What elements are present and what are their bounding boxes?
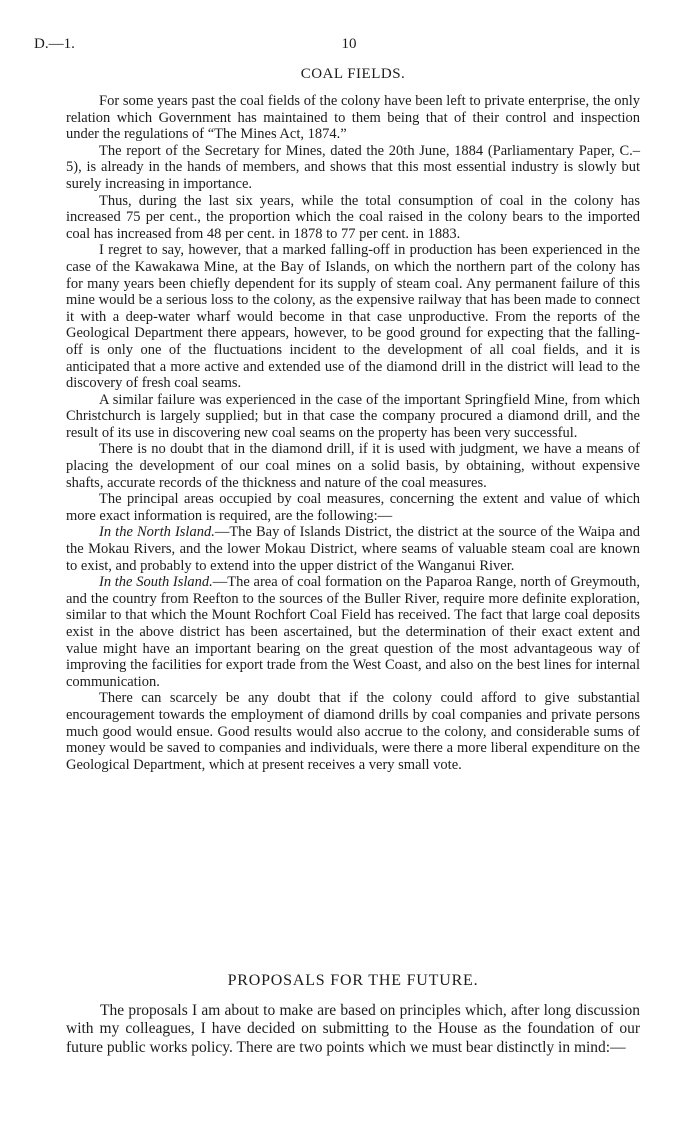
paragraph: The principal areas occupied by coal measures, concerning the extent and value of which more exact information is required, are the following:— <box>66 491 640 524</box>
paragraph: Thus, during the last six years, while the total consumption of coal in the colony has increased 75 per cent., the proportion which the coal raised in the colony bears to the imported coal has increased from 48 per cent. in 1878 to 77 per cent. in 1883. <box>66 192 640 242</box>
paragraph-north-island <box>66 524 640 574</box>
paragraph: I regret to say, however, that a marked falling-off in production has been experienced in the case of the Kawakawa Mine, at the Bay of Islands, on which the northern part of the colony has for many years been chiefly dependent for its supply of steam coal. Any permanent failure of this mine would be a serious loss to the colony, as the expensive railway that has been made to connect it with a deep-water wharf would become in that case unproductive. From the reports of the Geological Department there appears, however, to be good ground for expecting that the falling-off is only one of the fluctuations incident to the development of all coal fields, and it is anticipated that a more active and extended use of the diamond drill in the district will lead to the discovery of fresh coal seams. <box>66 242 640 392</box>
paragraph: For some years past the coal fields of the colony have been left to private enterprise, the only relation which Government has maintained to them being that of their control and inspection under the regulations of “The Mines Act, 1874.” <box>66 93 640 143</box>
paragraph: A similar failure was experienced in the case of the important Springfield Mine, from which Christchurch is largely supplied; but in that case the company procured a diamond drill, and the result of its use in discovering new coal seams on the property has been very successful. <box>66 391 640 441</box>
south-island-text: —The area of coal formation on the Paparoa Range, north of Greymouth, and the country from Reefton to the sources of the Buller River, require more definite exploration, similar to that which the Mount Rochfort Coal Field has received. The fact that large coal deposits exist in the above district has been ascertained, but the determination of their exact extent and value might have an important bearing on the great question of the most advantageous way of improving the facilities for export trade from the West Coast, and also on the best lines for internal communication. <box>66 574 640 690</box>
paragraph: The proposals I am about to make are based on principles which, after long discussion with my colleagues, I have decided on submitting to the House as the foundation of our future public works policy. There are two points which we must bear distinctly in mind:— <box>66 1002 640 1056</box>
coal-fields-section <box>66 66 640 773</box>
south-island-label: In the South Island. <box>99 574 213 591</box>
proposals-section <box>66 972 640 1057</box>
paragraph: There is no doubt that in the diamond drill, if it is used with judgment, we have a means of placing the development of our coal mines on a solid basis, by obtaining, without expensive shafts, accurate records of the thickness and nature of the coal measures. <box>66 441 640 491</box>
north-island-label: In the North Island. <box>99 524 215 541</box>
paragraph: There can scarcely be any doubt that if the colony could afford to give substantial encouragement towards the employment of diamond drills by coal companies and private persons much good would ensue. Good results would also accrue to the colony, and considerable sums of money would be saved to companies and individuals, were there a more liberal expenditure on the Geological Department, which at present receives a very small vote. <box>66 690 640 773</box>
running-header <box>34 36 664 56</box>
page-number: 10 <box>341 36 357 52</box>
north-island-text: —The Bay of Islands District, the district at the source of the Waipa and the Mokau Rivers, and the lower Mokau District, where seams of valuable steam coal are known to exist, and probably to extend into the upper district of the Wanganui River. <box>66 524 640 574</box>
paragraph: The report of the Secretary for Mines, dated the 20th June, 1884 (Parliamentary Paper, C.–5), is already in the hands of members, and shows that this most essential industry is slowly but surely increasing in importance. <box>66 142 640 192</box>
section-heading-coal-fields: COAL FIELDS. <box>300 66 406 82</box>
paragraph-south-island <box>66 574 640 690</box>
section-heading-proposals: PROPOSALS FOR THE FUTURE. <box>227 972 479 989</box>
document-reference: D.—1. <box>34 36 75 52</box>
